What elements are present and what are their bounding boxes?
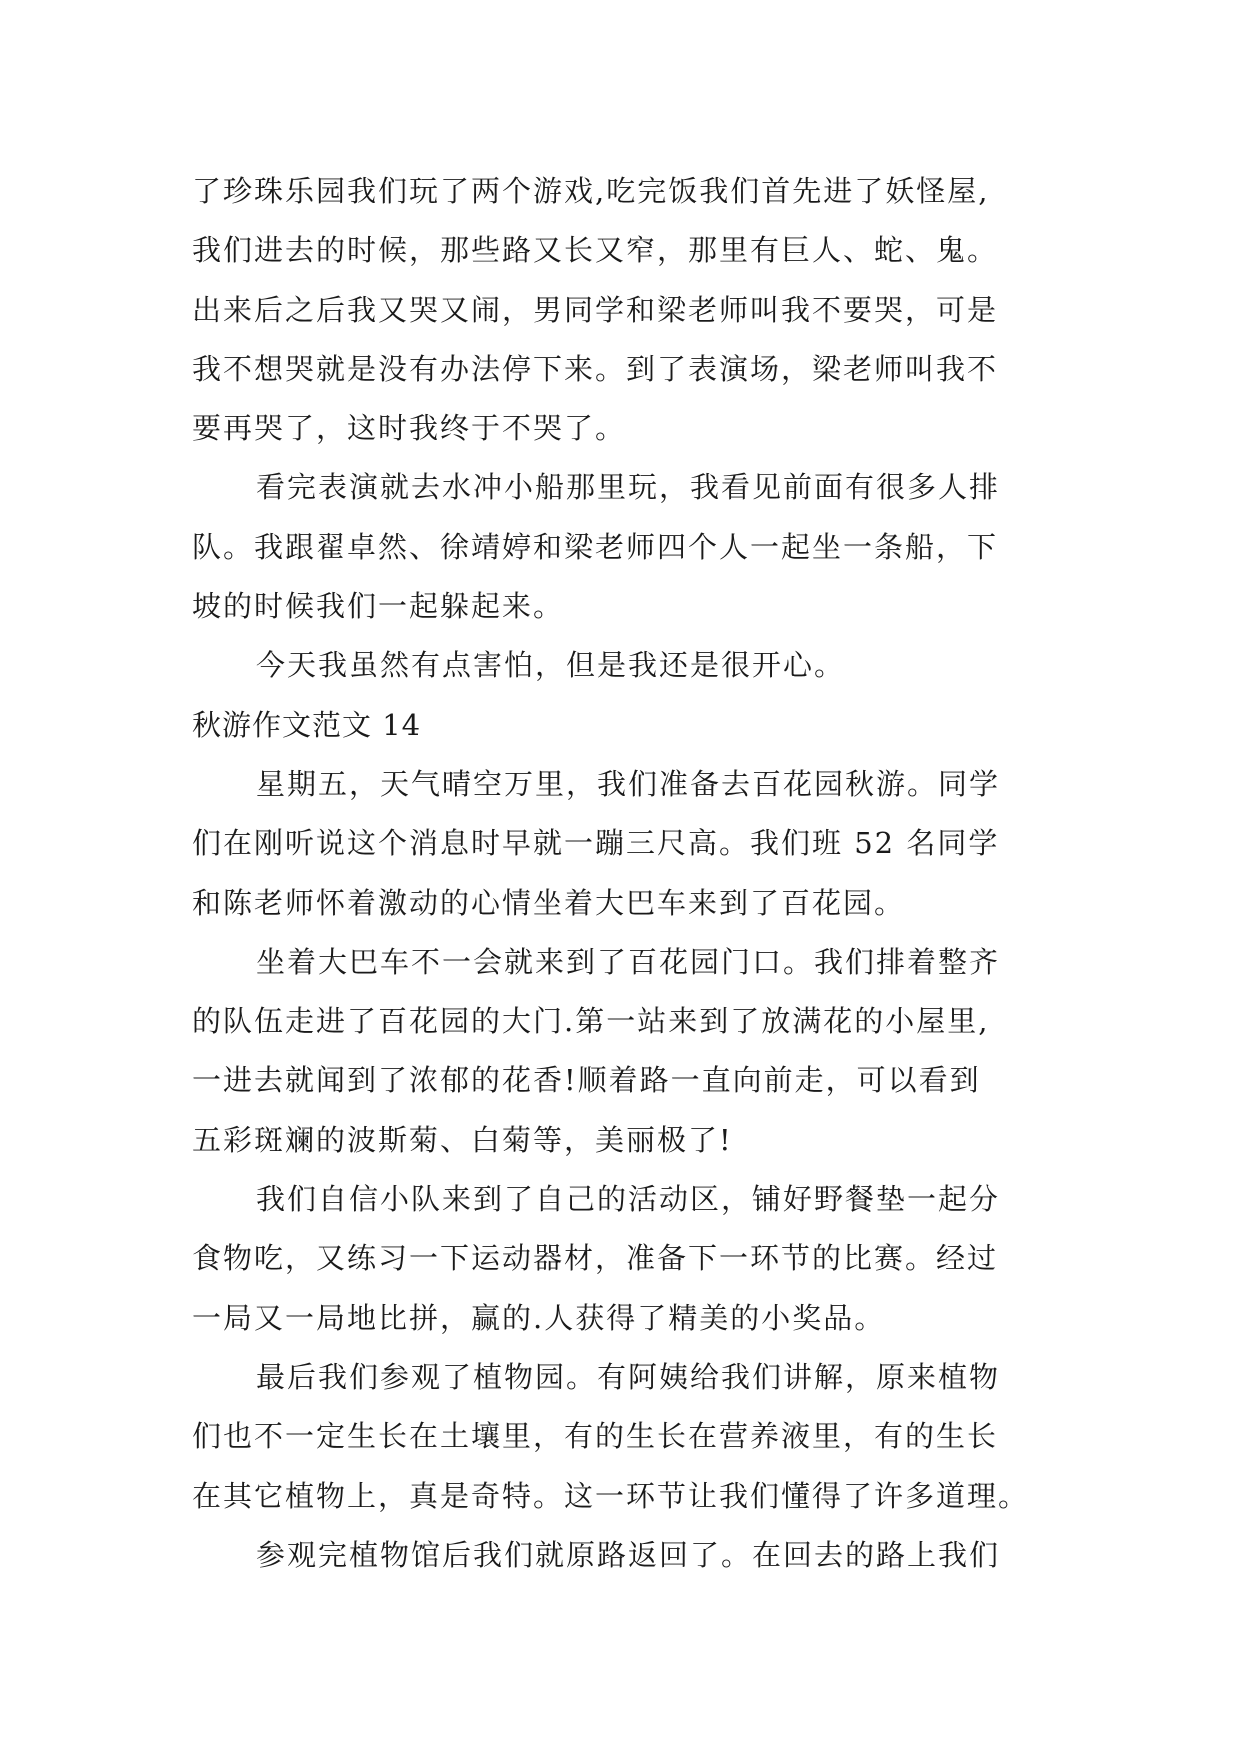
text-line: 出来后之后我又哭又闹，男同学和梁老师叫我不要哭，可是 (192, 292, 999, 327)
paragraph-start-line: 星期五，天气晴空万里，我们准备去百花园秋游。同学 (256, 766, 1001, 801)
section-heading: 秋游作文范文 14 (192, 707, 422, 742)
paragraph-start-line: 参观完植物馆后我们就原路返回了。在回去的路上我们 (256, 1537, 1001, 1572)
paragraph-start-line: 看完表演就去水冲小船那里玩，我看见前面有很多人排 (256, 470, 1001, 505)
text-line: 坡的时候我们一起躲起来。 (192, 589, 565, 624)
text-line: 我们进去的时候，那些路又长又窄，那里有巨人、蛇、鬼。 (192, 233, 999, 268)
text-line: 食物吃，又练习一下运动器材，准备下一环节的比赛。经过 (192, 1241, 999, 1276)
document-page (192, 162, 1072, 1585)
text-line: 队。我跟翟卓然、徐靖婷和梁老师四个人一起坐一条船，下 (192, 529, 999, 564)
paragraph-start-line: 坐着大巴车不一会就来到了百花园门口。我们排着整齐 (256, 944, 1001, 979)
text-line: 五彩斑斓的波斯菊、白菊等，美丽极了! (192, 1122, 733, 1157)
text-line: 在其它植物上，真是奇特。这一环节让我们懂得了许多道理。 (192, 1478, 1030, 1513)
text-line: 要再哭了，这时我终于不哭了。 (192, 411, 627, 446)
text-line: 一进去就闻到了浓郁的花香!顺着路一直向前走，可以看到 (192, 1063, 981, 1098)
text-line: 和陈老师怀着激动的心情坐着大巴车来到了百花园。 (192, 885, 906, 920)
text-line: 一局又一局地比拼，赢的.人获得了精美的小奖品。 (192, 1300, 886, 1335)
text-line: 们也不一定生长在土壤里，有的生长在营养液里，有的生长 (192, 1419, 999, 1454)
text-line: 的队伍走进了百花园的大门.第一站来到了放满花的小屋里, (192, 1004, 990, 1039)
text-line: 我不想哭就是没有办法停下来。到了表演场，梁老师叫我不 (192, 351, 999, 386)
text-line: 了珍珠乐园我们玩了两个游戏,吃完饭我们首先进了妖怪屋, (192, 174, 990, 208)
text-line: 们在刚听说这个消息时早就一蹦三尺高。我们班 52 名同学 (192, 826, 1000, 861)
paragraph-start-line: 最后我们参观了植物园。有阿姨给我们讲解，原来植物 (256, 1359, 1001, 1394)
paragraph-start-line: 我们自信小队来到了自己的活动区，铺好野餐垫一起分 (256, 1182, 1001, 1217)
paragraph-start-line: 今天我虽然有点害怕，但是我还是很开心。 (256, 648, 846, 683)
